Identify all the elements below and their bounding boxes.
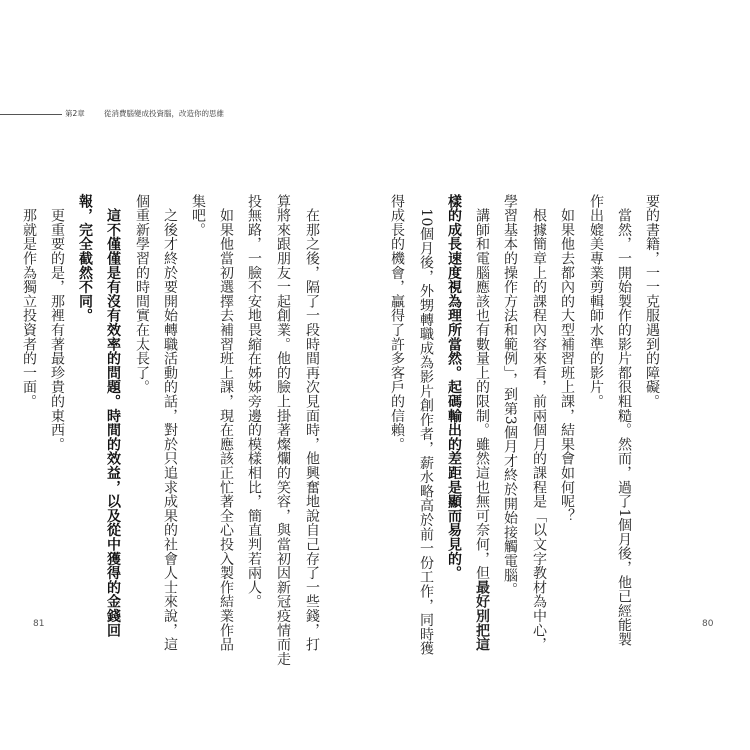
- text-line: 學習基本的操作方法和範例」，到第3個月才終於開始接觸電腦。: [502, 194, 518, 597]
- text-line: 10個月後，外甥轉職成為影片創作者，薪水略高於前一份工作，同時獲: [418, 194, 434, 656]
- text-line: 報，完全截然不同。: [77, 194, 93, 323]
- text-column: [418, 194, 434, 656]
- text-line: 之後才終於要開始轉職活動的話，對於只追求成果的社會人士來說，這: [162, 194, 178, 652]
- text-line: 這不僅僅是有沒有效率的問題。時間的效益，以及從中獲得的金錢回: [105, 194, 121, 638]
- text-column: [49, 194, 65, 451]
- text-line: 投無路，一臉不安地畏縮在姊姊旁邊的模樣相比，簡直判若兩人。: [246, 194, 262, 609]
- chapter-label: 第2章: [65, 109, 85, 118]
- text-line: 根據簡章上的課程內容來看，前兩個月的課程是「以文字教材為中心，: [531, 194, 547, 652]
- chapter-title: 從消費腦變成投資腦，改造你的思維: [104, 109, 224, 118]
- text-column: [21, 194, 37, 409]
- text-column: [502, 194, 518, 597]
- text-line: 在那之後，隔了一段時間再次見面時，他興奮地說自己存了一些錢，打: [304, 194, 320, 652]
- text-line: 得成長的機會，贏得了許多客戶的信賴。: [389, 194, 405, 452]
- text-column: [77, 194, 93, 323]
- text-line: 當然，一開始製作的影片都很粗糙。然而，過了1個月後，他已經能製: [616, 194, 632, 647]
- text-column: [531, 194, 547, 652]
- text-line: 要的書籍，一一克服遇到的障礙。: [644, 194, 660, 409]
- emphasis-text: 最好別把這: [474, 580, 490, 652]
- text-column: [474, 194, 490, 652]
- text-column: [134, 194, 150, 394]
- text-column: [304, 194, 320, 652]
- text-line: 集吧。: [190, 194, 206, 237]
- text-line: 樣的成長速度視為理所當然。起碼輸出的差距是顯而易見的。: [446, 194, 462, 581]
- text-column: [616, 194, 632, 647]
- text-column: [446, 194, 462, 580]
- page-number-left: 81: [33, 619, 45, 629]
- text-column: [389, 194, 405, 451]
- text-column: [588, 194, 604, 409]
- text-column: [246, 194, 262, 609]
- text-column: [218, 194, 234, 652]
- text-column: [105, 194, 121, 637]
- text-line: 算將來跟朋友一起創業。他的臉上掛著燦爛的笑容，與當初因新冠疫情而走: [275, 194, 291, 666]
- text-column: [190, 194, 206, 237]
- text-line: 那就是作為獨立投資者的一面。: [21, 194, 37, 409]
- text-line: 個重新學習的時間實在太長了。: [134, 194, 150, 395]
- text-line: 講師和電腦應該也有數量上的限制。雖然這也無可奈何，但: [474, 194, 490, 581]
- text-column: [644, 194, 660, 409]
- text-column: [559, 194, 575, 523]
- text-column: [275, 194, 291, 666]
- text-line: 作出媲美專業剪輯師水準的影片。: [588, 194, 604, 409]
- text-column: [162, 194, 178, 652]
- text-line: 如果他去都內的大型補習班上課，結果會如何呢？: [559, 194, 575, 523]
- text-line: 更重要的是，那裡有著最珍貴的東西。: [49, 194, 65, 452]
- text-line: 如果他當初選擇去補習班上課，現在應該正忙著全心投入製作結業作品: [218, 194, 234, 652]
- header-rule: [0, 114, 62, 115]
- page-number-right: 80: [702, 619, 714, 629]
